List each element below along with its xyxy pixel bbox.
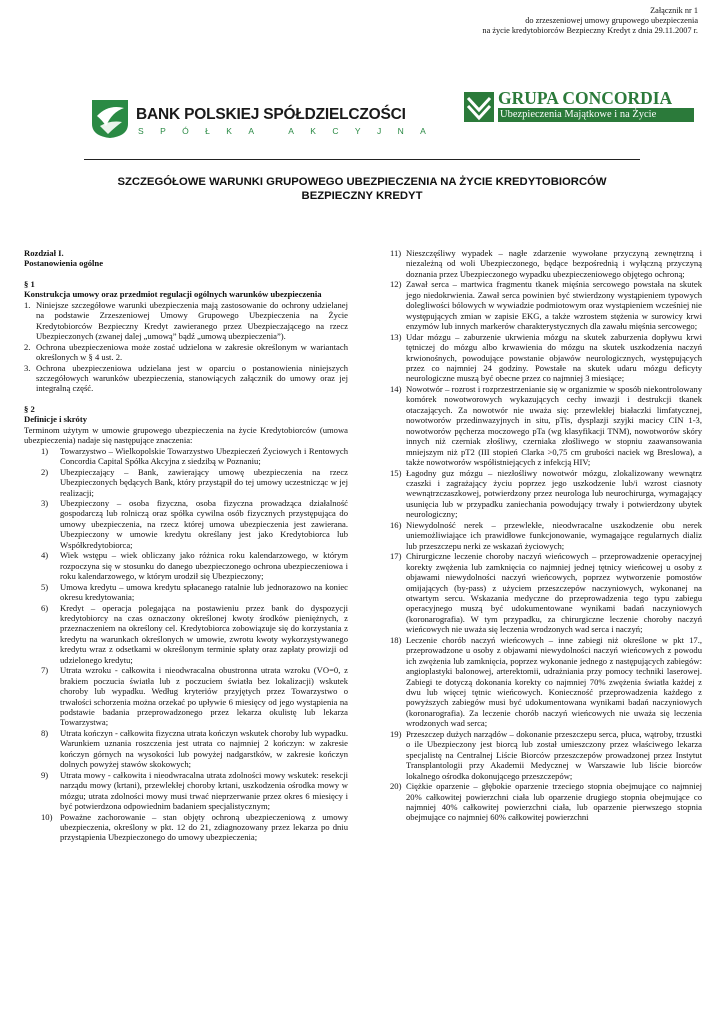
list-item: 20) Ciężkie oparzenie – głębokie oparzenie trzeciego stopnia obejmujące co najmniej 20% całkowitej powierzchni ciała lub oparzenie drugiego stopnia obejmujące co najmniej 40% całkowitej powierzchni ciała, lub oparzenie pierwszego stopnia obejmujące co najmniej 60% całkowitej powierzchni <box>390 781 702 823</box>
list-item: 18) Leczenie chorób naczyń wieńcowych – inne zabiegi niż określone w pkt 17., przeprowadzone u osoby z objawami niewydolności naczyń wieńcowych z powodu ich zwężenia lub zamknięcia, poprzez wykonanie jednego z następujących zabiegów: angioplastyki balonowej, arterektomii, udrażniania przy pomocy techniki laserowej. Zabiegi te dotyczą dokonania korekty co najmniej 70% zwężenia światła każdej z dwu lub więcej tętnic wieńcowych. Konieczność przeprowadzenia każdego z powyższych zabiegów musi być udokumentowana wynikami badań naczyniowych (koronarografia). Za leczenie chorób naczyń wieńcowych nie uważa się leczenia wrodzonych wad serca; <box>390 634 702 729</box>
section-2-intro: Terminom użytym w umowie grupowego ubezpieczenia na życie Kredytobiorców (umowa ubezpieczenia) nadaje się następujące znaczenia: <box>24 424 348 446</box>
list-item: 8) Utrata kończyn - całkowita fizyczna utrata kończyn wskutek choroby lub wypadku. Warunkiem uznania roszczenia jest utrata co najmniej 2 kończyn: w zakresie kończyn górnych na wysokości lub powyżej nadgarstków, w zakresie kończyn dolnych powyżej stawów skokowych; <box>41 727 348 770</box>
list-item: 10) Poważne zachorowanie – stan objęty ochroną ubezpieczeniową z umowy ubezpieczenia, określony w pkt. 12 do 21, zdiagnozowany przez lekarza po dniu przystąpienia Ubezpieczonego do umowy ubezpieczenia; <box>41 811 348 843</box>
bps-name: BANK POLSKIEJ SPÓŁDZIELCZOŚCI <box>136 106 406 123</box>
annex-header <box>378 6 698 36</box>
section-1-list <box>24 300 348 394</box>
list-item: 17) Chirurgiczne leczenie choroby naczyń wieńcowych – przeprowadzenie operacyjnej korekty zwężenia lub zamknięcia co najmniej jednej tętnicy wieńcowej u osoby z objawami niewydolności naczyń wieńcowych, poprzez wytworzenie pomostów omijających (by-pass) z użyciem przeszczepów naczyniowych, wykonanej na otwartym sercu. Wskazania medyczne do przeprowadzenia tego typu zabiegu operacyjnego muszą być udokumentowane wynikami badań naczyniowych (koronarografia). W tym przypadku, za chirurgiczne leczenie choroby naczyń wieńcowych nie uważa się leczenia wrodzonych wad serca i naczyń; <box>390 551 702 635</box>
bps-subtitle: SPÓŁKA AKCYJNA <box>138 126 443 136</box>
list-item: 14) Nowotwór – rozrost i rozprzestrzenianie się w organizmie w sposób niekontrolowany komórek nowotworowych wykazujących cechy inwazji i destrukcji tkanek otaczających. Za nowotwór nie uważa się: przewlekłej białaczki limfatycznej, nowotworów przedinwazyjnych in situ, pTis, dysplazji szyjki macicy CIN 1-3, nowotworów pęcherza moczowego pTa (wg klasyfikacji TNM), nowotworów skóry innych niż czerniak złośliwy, czerniaka złośliwego w stopniu zaawansowania mniejszym niż pT2 (III stopień Clarka >0,75 cm grubości naciek wg Breslowa), a także nowotworów współistniejących z infekcją HIV; <box>390 383 702 468</box>
concordia-name: GRUPA CONCORDIA <box>498 88 673 108</box>
list-item: 7) Utrata wzroku - całkowita i nieodwracalna obustronna utrata wzroku (VO=0, z brakiem poczucia światła lub z poczuciem światła bez lokalizacji) wskutek choroby lub wypadku. Według kryteriów przyjętych przez Towarzystwo o trwałości schorzenia można orzekać po upływie 6 miesięcy od jego wystąpienia na podstawie badania przeprowadzonego przez lekarza okulistę lub lekarza Towarzystwa; <box>41 665 348 728</box>
title-line-1: SZCZEGÓŁOWE WARUNKI GRUPOWEGO UBEZPIECZENIA NA ŻYCIE KREDYTOBIORCÓW <box>117 176 607 188</box>
section-2-title: Definicje i skróty <box>24 414 88 425</box>
left-column <box>24 248 348 843</box>
section-1-number: § 1 <box>24 278 35 289</box>
chapter-heading: Rozdział I. <box>24 248 64 258</box>
list-item: 3. Ochrona ubezpieczeniowa udzielana jest w oparciu o postanowienia niniejszych szczegółowych warunków ubezpieczenia, stanowiących załącznik do umowy oraz jej integralną część. <box>24 362 348 394</box>
list-item: 11) Nieszczęśliwy wypadek – nagłe zdarzenie wywołane przyczyną zewnętrzną i niezależną od woli Ubezpieczonego, będące bezpośrednią i wyłączną przyczyną doznania przez Ubezpieczonego wypadku ubezpieczeniowego objętego ochroną; <box>390 248 702 279</box>
concordia-logo <box>462 90 702 130</box>
list-item: 9) Utrata mowy - całkowita i nieodwracalna utrata zdolności mowy wskutek: resekcji narządu mowy (krtani), przewlekłej choroby krtani, uszkodzenia ośrodka mowy w mózgu; utrata zdolności mowy musi trwać nieprzerwanie przez okres 6 miesięcy i być potwierdzona odpowiednim badaniem specjalistycznym; <box>41 769 348 812</box>
list-item: 19) Przeszczep dużych narządów – dokonanie przeszczepu serca, płuca, wątroby, trzustki o ile Ubezpieczony jest biorcą lub został umieszczony przez właściwego lekarza specjalistę na Centralnej Liście Biorców przeszczepów prowadzonej przez Instytut Transplantologii przy Akademii Medycznej w Warszawie lub liście biorców lokalnego ośrodka dokonującego przeszczepów; <box>390 728 702 781</box>
list-item: 15) Łagodny guz mózgu – niezłośliwy nowotwór mózgu, zlokalizowany wewnątrz czaszki i zagrażający życiu poprzez jego uszkodzenie lub/i wzrost ciasnoty wewnątrzczaszkowej, potwierdzony przez neurologa lub neurochirurga, wymagający usunięcia lub w przypadku zaniechania powodujący trwały i potwierdzony ubytek neurologiczny; <box>390 467 702 520</box>
section-2-number: § 2 <box>24 403 35 414</box>
document-title <box>84 176 640 203</box>
list-item: 13) Udar mózgu – zaburzenie ukrwienia mózgu na skutek zaburzenia dopływu krwi tętniczej do mózgu albo krwawienia do mózgu na skutek uszkodzenia naczyń krwionośnych, powodujące powstanie objawów neurologicznych, występujących przez co najmniej 24 godziny. Powstałe na skutek udaru mózgu deficyty neurologiczne muszą być obecne przez co najmniej 3 miesiące; <box>390 331 702 384</box>
list-item: 2) Ubezpieczający – Bank, zawierający umowę ubezpieczenia na rzecz Ubezpieczonych będących Bank, który przystąpił do tej umowy uczestnicząc w jej realizacji; <box>41 466 348 498</box>
bps-leaf-icon <box>88 96 132 140</box>
annex-line-2: do zrzeszeniowej umowy grupowego ubezpieczenia <box>525 16 698 25</box>
list-item: 3) Ubezpieczony – osoba fizyczna, osoba fizyczna prowadząca działalność gospodarczą lub rolniczą oraz spółka cywilna osób fizycznych przystępująca do umowy ubezpieczenia, na rzecz której umowa ubezpieczenia jest zawierana. Ubezpieczony w umowie kredytu określany jest jako Kredytobiorca lub Współkredytobiorca; <box>41 497 348 550</box>
concordia-subtitle: Ubezpieczenia Majątkowe i na Życie <box>498 108 694 122</box>
title-line-2: BEZPIECZNY KREDYT <box>301 189 423 202</box>
chapter-title: Postanowienia ogólne <box>24 258 104 269</box>
list-item: 6) Kredyt – operacja polegająca na postawieniu przez bank do dyspozycji kredytobiorcy na czas oznaczony określonej kwoty środków pieniężnych, z przeznaczeniem na określony cel. Kredytobiorca zobowiązuje się do korzystania z kredytu na warunkach określonych w umowie, zwrotu kwoty wykorzystywanego kredytu wraz z odsetkami w określonym terminie spłaty oraz zapłaty prowizji od udzielonego kredytu; <box>41 602 348 665</box>
bps-logo <box>88 96 443 146</box>
right-column <box>376 248 702 823</box>
list-item: 4) Wiek wstępu – wiek obliczany jako różnica roku kalendarzowego, w którym rozpoczyna się w stosunku do danego ubezpieczonego ochrona ubezpieczeniowa i roku kalendarzowego, w którym urodził się Ubezpieczony; <box>41 550 348 582</box>
list-item: 16) Niewydolność nerek – przewlekłe, nieodwracalne uszkodzenie obu nerek uniemożliwiające ich prawidłowe funkcjonowanie, wymagające regularnych dializ lub przeszczepu nerki ze wskazań życiowych; <box>390 519 702 551</box>
section-1-title: Konstrukcja umowy oraz przedmiot regulacji ogólnych warunków ubezpieczenia <box>24 289 322 300</box>
concordia-emblem-icon <box>462 90 496 124</box>
annex-line-1: Załącznik nr 1 <box>650 6 698 15</box>
list-item: 5) Umowa kredytu – umowa kredytu spłacanego ratalnie lub jednorazowo na koniec okresu kredytowania; <box>41 581 348 603</box>
annex-line-3: na życie kredytobiorców Bezpieczny Kredyt z dnia 29.11.2007 r. <box>482 26 698 35</box>
header-divider <box>84 159 640 160</box>
list-item: 2. Ochrona ubezpieczeniowa może zostać udzielona w zakresie określonym w wariantach określonych w § 4 ust. 2. <box>24 341 348 363</box>
list-item: 1) Towarzystwo – Wielkopolskie Towarzystwo Ubezpieczeń Życiowych i Rentowych Concordia Capital Spółka Akcyjna z siedzibą w Poznaniu; <box>41 445 348 467</box>
list-item: 1. Niniejsze szczegółowe warunki ubezpieczenia mają zastosowanie do ochrony udzielanej na podstawie Zrzeszeniowej Umowy Grupowego Ubezpieczenia na Życie Kredytobiorców Bezpieczny Kredyt zawieranego przez Ubezpieczającego na rzecz Ubezpieczonych (zwanej dalej „umową” bądź „umową ubezpieczenia”). <box>24 299 348 342</box>
section-2-list <box>24 446 348 843</box>
list-item: 12) Zawał serca – martwica fragmentu tkanek mięśnia sercowego powstała na skutek jego niedokrwienia. Zawał serca powinien być stwierdzony wystąpieniem typowych dolegliwości bólowych w wywiadzie podmiotowym oraz wystąpieniem wcześniej nie występujących zmian w zapisie EKG, a także wzrostem stężenia w surowicy krwi enzymów lub innych markerów charakterystycznych dla zawału mięśnia sercowego; <box>390 279 702 332</box>
